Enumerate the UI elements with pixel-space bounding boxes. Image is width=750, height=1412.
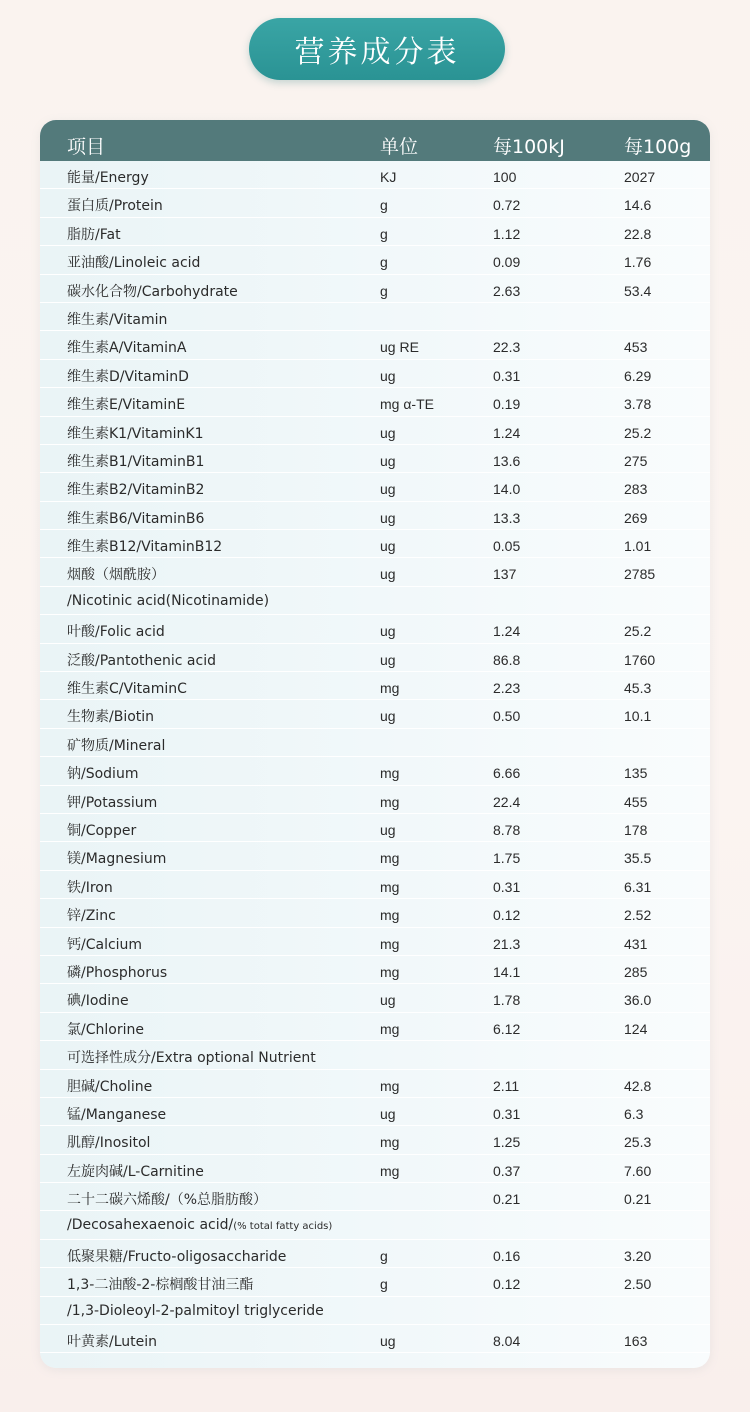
table-row (40, 1297, 710, 1325)
row-per-kj: 0.31 (493, 1105, 521, 1122)
table-row (40, 615, 710, 643)
row-per-g: 1.76 (624, 254, 652, 271)
row-per-kj: 86.8 (493, 651, 521, 668)
table-row (40, 842, 710, 870)
row-unit: mg α-TE (380, 396, 434, 413)
row-name: 钾/Potassium (67, 794, 158, 811)
row-unit: ug (380, 992, 396, 1009)
row-unit: g (380, 1276, 388, 1293)
row-name: 钠/Sodium (67, 766, 139, 783)
table-row (40, 1098, 710, 1126)
header-name: 项目 (67, 136, 106, 158)
table-row (40, 388, 710, 416)
row-per-kj: 0.16 (493, 1247, 521, 1264)
row-name: 矿物质/Mineral (67, 737, 166, 754)
row-name: 磷/Phosphorus (67, 964, 168, 981)
row-unit: ug (380, 481, 396, 498)
table-row (40, 786, 710, 814)
row-per-kj: 0.12 (493, 1276, 521, 1293)
row-name: 锌/Zinc (67, 908, 116, 925)
header-per-g: 每100g (624, 136, 692, 158)
row-per-g: 275 (624, 452, 648, 469)
row-per-g: 3.20 (624, 1247, 652, 1264)
row-per-g: 42.8 (624, 1077, 652, 1094)
row-per-kj: 100 (493, 169, 517, 185)
table-row (40, 871, 710, 899)
row-name: 碳水化合物/Carbohydrate (67, 283, 238, 300)
table-row (40, 502, 710, 530)
row-per-g: 269 (624, 509, 648, 526)
row-per-g: 455 (624, 793, 648, 810)
row-name: 氯/Chlorine (67, 1021, 144, 1038)
row-unit: ug (380, 1333, 396, 1350)
row-name: 二十二碳六烯酸/（%总脂肪酸） (67, 1192, 268, 1209)
row-unit: mg (380, 963, 400, 980)
row-per-kj: 1.12 (493, 225, 521, 242)
row-name: 烟酸（烟酰胺） (67, 567, 165, 584)
row-unit: ug (380, 821, 396, 838)
row-name: 铜/Copper (67, 822, 137, 839)
table-row (40, 360, 710, 388)
row-unit: KJ (380, 169, 397, 185)
row-per-g: 22.8 (624, 225, 652, 242)
row-unit: ug (380, 1105, 396, 1122)
table-row (40, 729, 710, 757)
table-body (40, 161, 710, 1353)
row-name-note: (% total fatty acids) (233, 1221, 333, 1233)
row-name: 维生素C/VitaminC (67, 681, 187, 698)
row-name: 蛋白质/Protein (67, 198, 163, 215)
table-row (40, 417, 710, 445)
row-per-g: 25.2 (624, 623, 652, 640)
row-per-g: 0.21 (624, 1191, 652, 1208)
row-name: 锰/Manganese (67, 1106, 167, 1123)
header-per-kj: 每100kJ (493, 136, 565, 158)
table-row (40, 1240, 710, 1268)
row-name: 钙/Calcium (67, 936, 143, 953)
row-per-kj: 6.12 (493, 1020, 521, 1037)
row-per-g: 35.5 (624, 850, 652, 867)
row-per-g: 124 (624, 1020, 648, 1037)
row-name: 低聚果糖/Fructo-oligosaccharide (67, 1248, 287, 1265)
table-row (40, 161, 710, 189)
row-per-kj: 0.31 (493, 878, 521, 895)
row-per-kj: 1.78 (493, 992, 521, 1009)
row-per-g: 2.52 (624, 907, 652, 924)
row-per-g: 10.1 (624, 708, 652, 725)
row-name: 维生素B1/VitaminB1 (67, 453, 205, 470)
row-per-g: 163 (624, 1333, 648, 1350)
row-name: 镁/Magnesium (67, 851, 167, 868)
table-row (40, 331, 710, 359)
table-header (40, 120, 710, 161)
table-row (40, 1211, 710, 1239)
row-name: 叶黄素/Lutein (67, 1334, 158, 1351)
row-per-kj: 1.24 (493, 424, 521, 441)
row-name: 维生素K1/VitaminK1 (67, 425, 204, 442)
table-row (40, 530, 710, 558)
row-per-g: 283 (624, 481, 648, 498)
row-per-g: 453 (624, 339, 648, 356)
row-name: /Nicotinic acid(Nicotinamide) (67, 592, 270, 609)
table-row (40, 956, 710, 984)
table-row (40, 1126, 710, 1154)
row-per-kj: 0.37 (493, 1162, 521, 1179)
row-unit: g (380, 225, 388, 242)
table-row (40, 189, 710, 217)
table-row (40, 1041, 710, 1069)
row-per-kj: 13.6 (493, 452, 521, 469)
row-per-kj: 0.05 (493, 538, 521, 555)
row-per-g: 25.2 (624, 424, 652, 441)
table-row (40, 814, 710, 842)
row-name: 叶酸/Folic acid (67, 624, 165, 641)
row-name: 维生素/Vitamin (67, 311, 168, 328)
row-per-g: 3.78 (624, 396, 652, 413)
table-row (40, 644, 710, 672)
row-unit: ug RE (380, 339, 419, 356)
row-per-kj: 6.66 (493, 765, 521, 782)
row-name: 维生素B6/VitaminB6 (67, 510, 205, 527)
row-name: 维生素B12/VitaminB12 (67, 539, 223, 556)
row-name: 可选择性成分/Extra optional Nutrient (67, 1050, 316, 1067)
row-unit: ug (380, 452, 396, 469)
row-unit: ug (380, 651, 396, 668)
row-name: 能量/Energy (67, 170, 149, 186)
row-per-kj: 0.21 (493, 1191, 521, 1208)
table-row (40, 928, 710, 956)
table-row (40, 899, 710, 927)
row-per-g: 285 (624, 963, 648, 980)
table-row (40, 1013, 710, 1041)
row-name: 左旋肉碱/L-Carnitine (67, 1163, 204, 1180)
row-name: 维生素B2/VitaminB2 (67, 482, 205, 499)
row-per-g: 36.0 (624, 992, 652, 1009)
table-row (40, 700, 710, 728)
row-per-g: 2027 (624, 169, 656, 185)
row-name: 胆碱/Choline (67, 1078, 153, 1095)
row-per-g: 6.31 (624, 878, 652, 895)
row-name: 维生素D/VitaminD (67, 368, 189, 385)
row-unit: g (380, 197, 388, 214)
table-row (40, 1325, 710, 1353)
row-per-kj: 2.63 (493, 282, 521, 299)
header-unit: 单位 (380, 136, 419, 158)
row-name: 铁/Iron (67, 879, 113, 896)
row-per-kj: 2.11 (493, 1077, 520, 1094)
row-unit: mg (380, 850, 400, 867)
table-row (40, 275, 710, 303)
row-name: /Decosahexaenoic acid/(% total fatty acids) (67, 1217, 333, 1234)
row-unit: g (380, 1247, 388, 1264)
row-name: 1,3-二油酸-2-棕榈酸甘油三酯 (67, 1277, 254, 1294)
row-per-kj: 0.19 (493, 396, 521, 413)
row-unit: ug (380, 623, 396, 640)
table-row (40, 757, 710, 785)
table-row (40, 218, 710, 246)
row-name: 碘/Iodine (67, 993, 129, 1010)
table-row (40, 303, 710, 331)
row-unit: mg (380, 878, 400, 895)
row-per-kj: 22.3 (493, 339, 521, 356)
table-row (40, 1155, 710, 1183)
table-row (40, 1268, 710, 1296)
table-row (40, 672, 710, 700)
row-per-g: 7.60 (624, 1162, 652, 1179)
row-name: 维生素E/VitaminE (67, 397, 186, 414)
row-per-g: 431 (624, 935, 648, 952)
row-unit: mg (380, 765, 400, 782)
row-per-kj: 1.25 (493, 1134, 521, 1151)
row-per-kj: 0.50 (493, 708, 521, 725)
nutrition-table (40, 120, 710, 1368)
table-row (40, 1183, 710, 1211)
row-per-kj: 1.75 (493, 850, 521, 867)
row-per-kj: 0.12 (493, 907, 521, 924)
row-name: 亚油酸/Linoleic acid (67, 255, 201, 272)
row-unit: mg (380, 1134, 400, 1151)
table-row (40, 473, 710, 501)
row-per-kj: 22.4 (493, 793, 521, 810)
row-per-kj: 2.23 (493, 680, 521, 697)
page-title: 营养成分表 (249, 18, 505, 80)
table-row (40, 984, 710, 1012)
row-per-g: 14.6 (624, 197, 652, 214)
row-per-g: 6.29 (624, 367, 652, 384)
table-row (40, 558, 710, 586)
table-row (40, 1070, 710, 1098)
row-per-kj: 0.09 (493, 254, 521, 271)
row-unit: mg (380, 907, 400, 924)
row-per-kj: 137 (493, 566, 517, 583)
row-per-g: 25.3 (624, 1134, 652, 1151)
row-per-g: 1760 (624, 651, 656, 668)
row-per-kj: 14.0 (493, 481, 521, 498)
row-unit: ug (380, 566, 396, 583)
row-unit: ug (380, 538, 396, 555)
table-row (40, 246, 710, 274)
row-unit: mg (380, 793, 400, 810)
row-per-kj: 13.3 (493, 509, 521, 526)
row-per-kj: 0.72 (493, 197, 521, 214)
row-per-g: 6.3 (624, 1105, 644, 1122)
row-unit: ug (380, 509, 396, 526)
row-name: 脂肪/Fat (67, 226, 121, 243)
row-per-g: 1.01 (624, 538, 652, 555)
row-per-kj: 1.24 (493, 623, 521, 640)
row-unit: g (380, 254, 388, 271)
row-unit: mg (380, 1020, 400, 1037)
row-name: 肌醇/Inositol (67, 1135, 151, 1152)
row-per-kj: 21.3 (493, 935, 521, 952)
row-unit: mg (380, 1162, 400, 1179)
row-unit: ug (380, 708, 396, 725)
row-name: /1,3-Dioleoyl-2-palmitoyl triglyceride (67, 1302, 324, 1319)
row-unit: mg (380, 935, 400, 952)
row-per-kj: 0.31 (493, 367, 521, 384)
row-name: 生物素/Biotin (67, 709, 155, 726)
row-name: 维生素A/VitaminA (67, 340, 187, 357)
row-per-kj: 14.1 (493, 963, 521, 980)
row-unit: g (380, 282, 388, 299)
table-row (40, 587, 710, 615)
row-per-g: 178 (624, 821, 648, 838)
row-name: 泛酸/Pantothenic acid (67, 652, 216, 669)
row-per-kj: 8.78 (493, 821, 521, 838)
row-per-g: 2.50 (624, 1276, 652, 1293)
row-unit: mg (380, 680, 400, 697)
row-unit: ug (380, 367, 396, 384)
row-per-g: 135 (624, 765, 648, 782)
row-unit: mg (380, 1077, 400, 1094)
table-row (40, 445, 710, 473)
row-unit: ug (380, 424, 396, 441)
row-per-kj: 8.04 (493, 1333, 521, 1350)
row-per-g: 53.4 (624, 282, 652, 299)
row-per-g: 2785 (624, 566, 656, 583)
row-per-g: 45.3 (624, 680, 652, 697)
